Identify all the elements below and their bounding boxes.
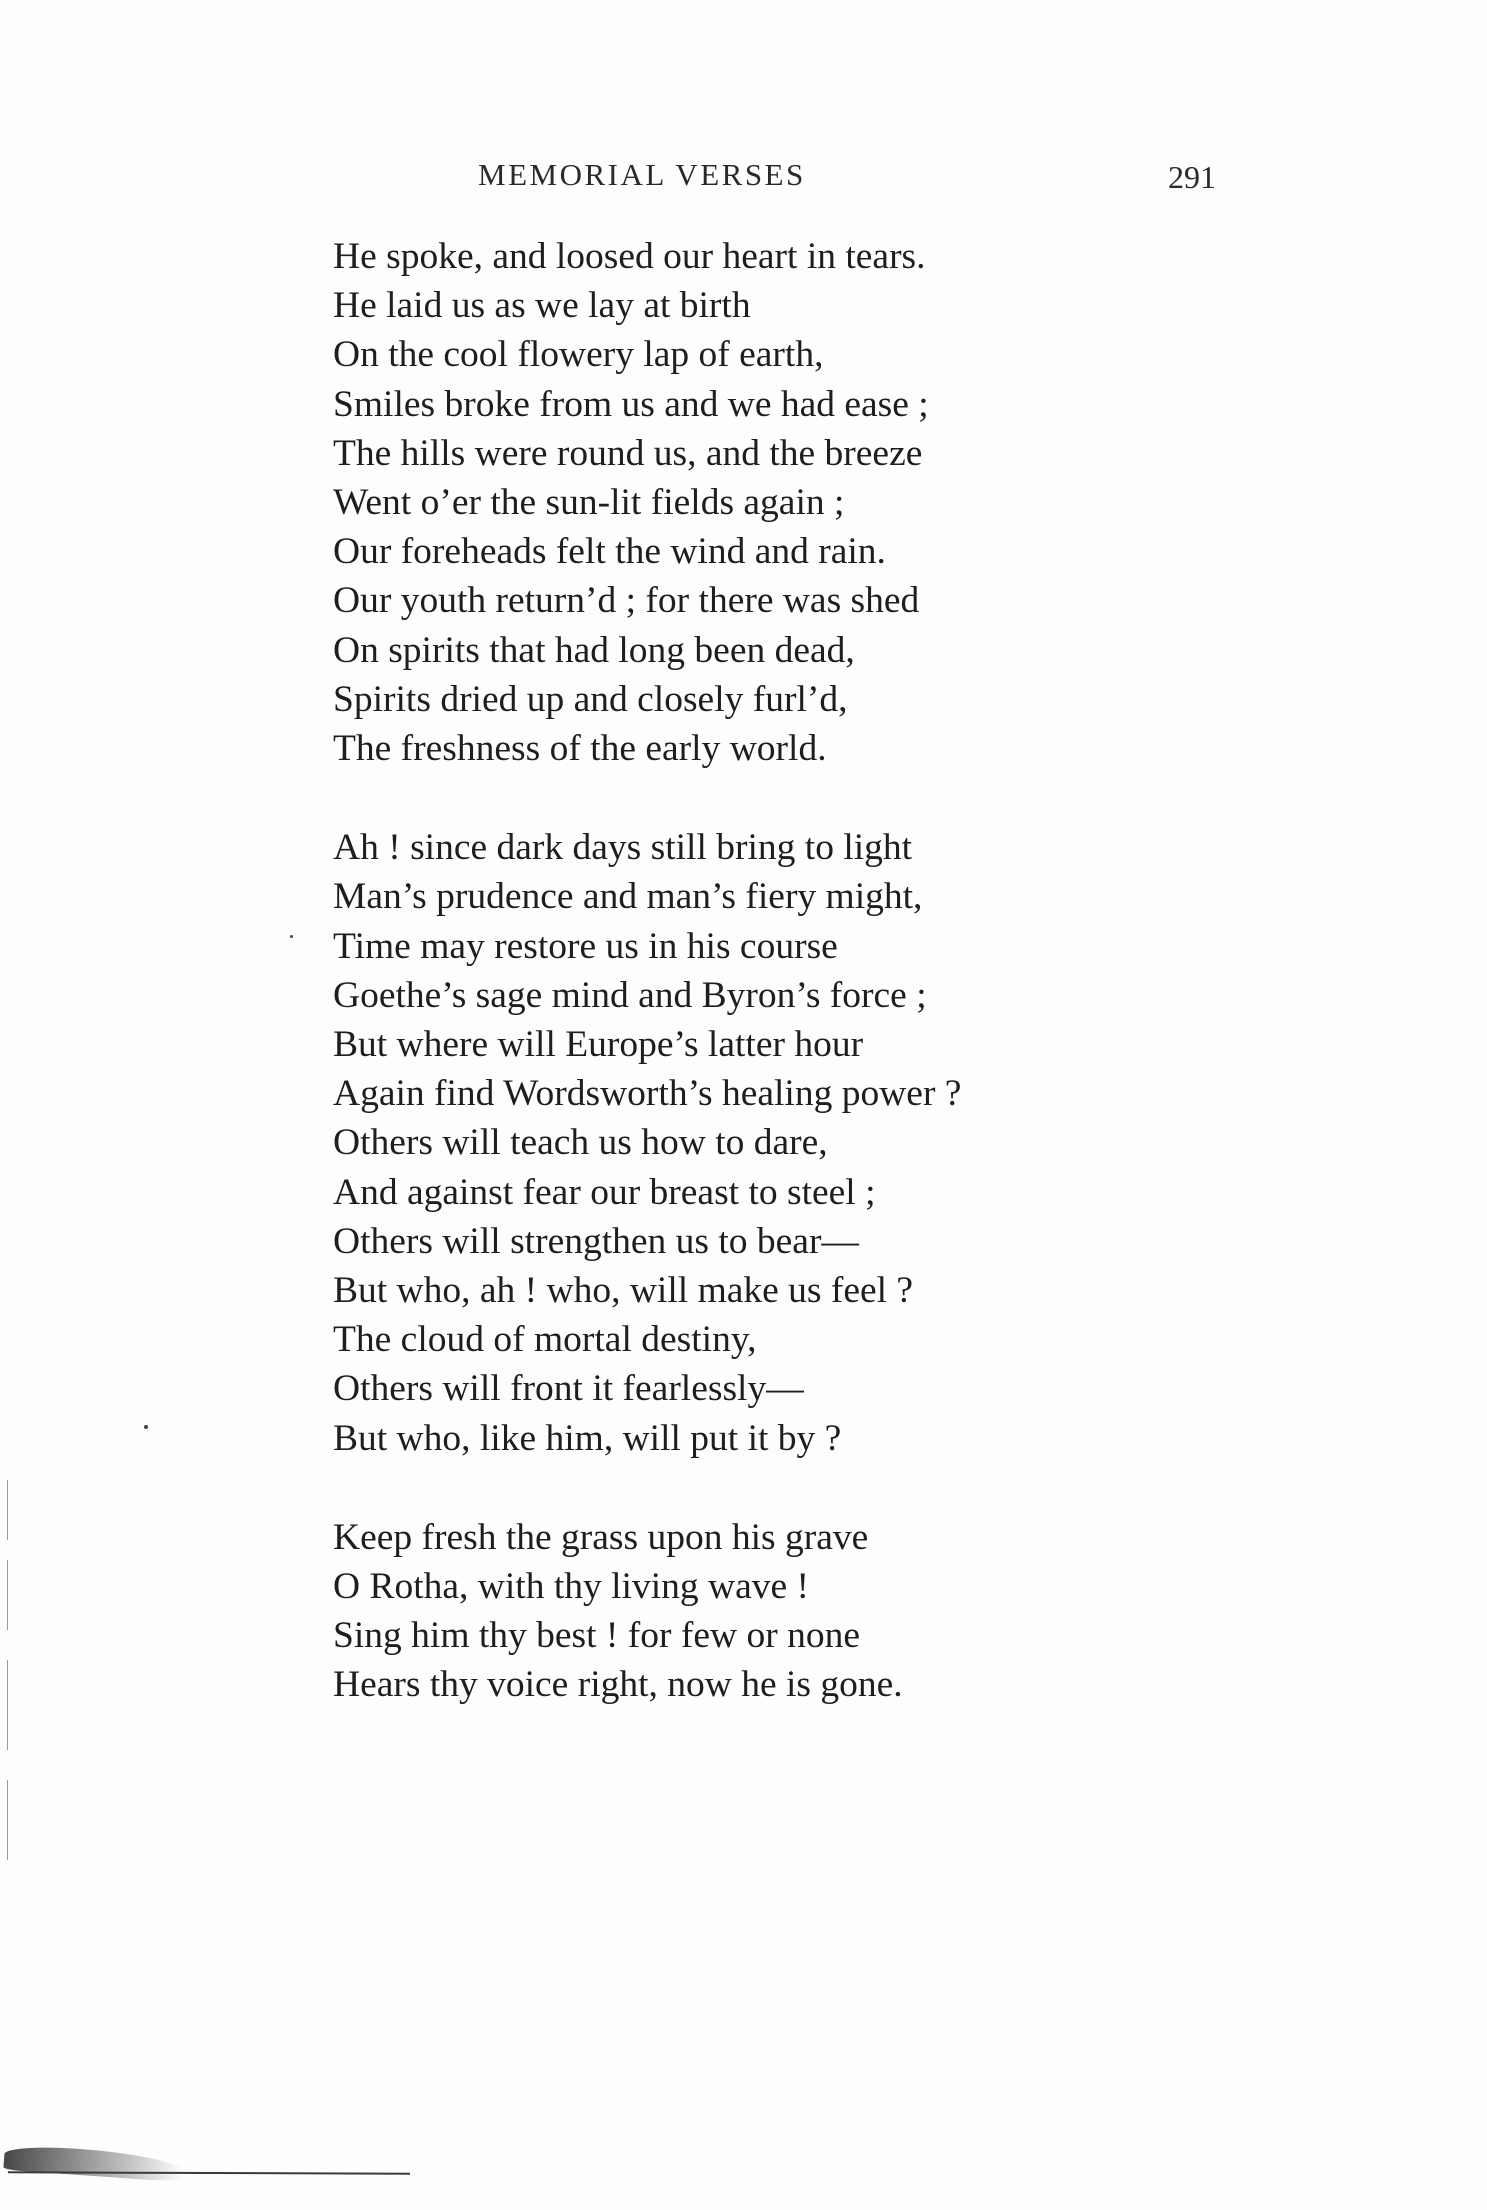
verse-line: Goethe’s sage mind and Byron’s force ; bbox=[333, 974, 927, 1016]
scan-mark bbox=[7, 1780, 8, 1860]
verse-line: Went o’er the sun-lit fields again ; bbox=[333, 482, 845, 524]
verse-line: Others will teach us how to dare, bbox=[333, 1122, 828, 1164]
verse-line: But who, like him, will put it by ? bbox=[333, 1417, 842, 1459]
verse-line: Our foreheads felt the wind and rain. bbox=[333, 531, 886, 573]
verse-line: Hears thy voice right, now he is gone. bbox=[333, 1664, 903, 1706]
verse-line: The cloud of mortal destiny, bbox=[333, 1319, 757, 1361]
verse-line: On the cool flowery lap of earth, bbox=[333, 334, 824, 376]
verse-line: Ah ! since dark days still bring to light bbox=[333, 827, 913, 869]
verse-line: Spirits dried up and closely furl’d, bbox=[333, 678, 848, 720]
verse-line: The hills were round us, and the breeze bbox=[333, 432, 923, 474]
verse-line: Our youth return’d ; for there was shed bbox=[333, 580, 920, 622]
scan-speck bbox=[144, 1425, 148, 1429]
stanza-1 bbox=[333, 232, 1253, 773]
scan-mark bbox=[7, 1560, 8, 1630]
stanza-3 bbox=[333, 1513, 1253, 1710]
verse-line: Again find Wordsworth’s healing power ? bbox=[333, 1073, 962, 1115]
scan-mark bbox=[7, 1660, 8, 1750]
poem bbox=[333, 232, 1253, 1710]
verse-line: The freshness of the early world. bbox=[333, 728, 827, 770]
verse-line: But where will Europe’s latter hour bbox=[333, 1024, 864, 1066]
stanza-2 bbox=[333, 823, 1253, 1463]
verse-line: Others will front it fearlessly— bbox=[333, 1368, 804, 1410]
verse-line: O Rotha, with thy living wave ! bbox=[333, 1566, 809, 1608]
verse-line: He laid us as we lay at birth bbox=[333, 285, 751, 327]
scan-speck bbox=[290, 935, 293, 938]
verse-line: And against fear our breast to steel ; bbox=[333, 1171, 876, 1213]
verse-line: He spoke, and loosed our heart in tears. bbox=[333, 236, 926, 277]
verse-line: On spirits that had long been dead, bbox=[333, 629, 855, 671]
verse-line: Man’s prudence and man’s fiery might, bbox=[333, 876, 923, 918]
scan-mark bbox=[7, 1480, 8, 1540]
verse-line: Smiles broke from us and we had ease ; bbox=[333, 383, 929, 425]
verse-line: Sing him thy best ! for few or none bbox=[333, 1615, 860, 1657]
scan-smudge bbox=[3, 2144, 184, 2182]
verse-line: Others will strengthen us to bear— bbox=[333, 1220, 859, 1262]
verse-line: Keep fresh the grass upon his grave bbox=[333, 1516, 869, 1558]
running-title: MEMORIAL VERSES bbox=[478, 157, 806, 192]
running-head bbox=[0, 157, 1487, 197]
page-number: 291 bbox=[1168, 159, 1216, 195]
verse-line: But who, ah ! who, will make us feel ? bbox=[333, 1270, 914, 1312]
verse-line: Time may restore us in his course bbox=[333, 925, 838, 967]
